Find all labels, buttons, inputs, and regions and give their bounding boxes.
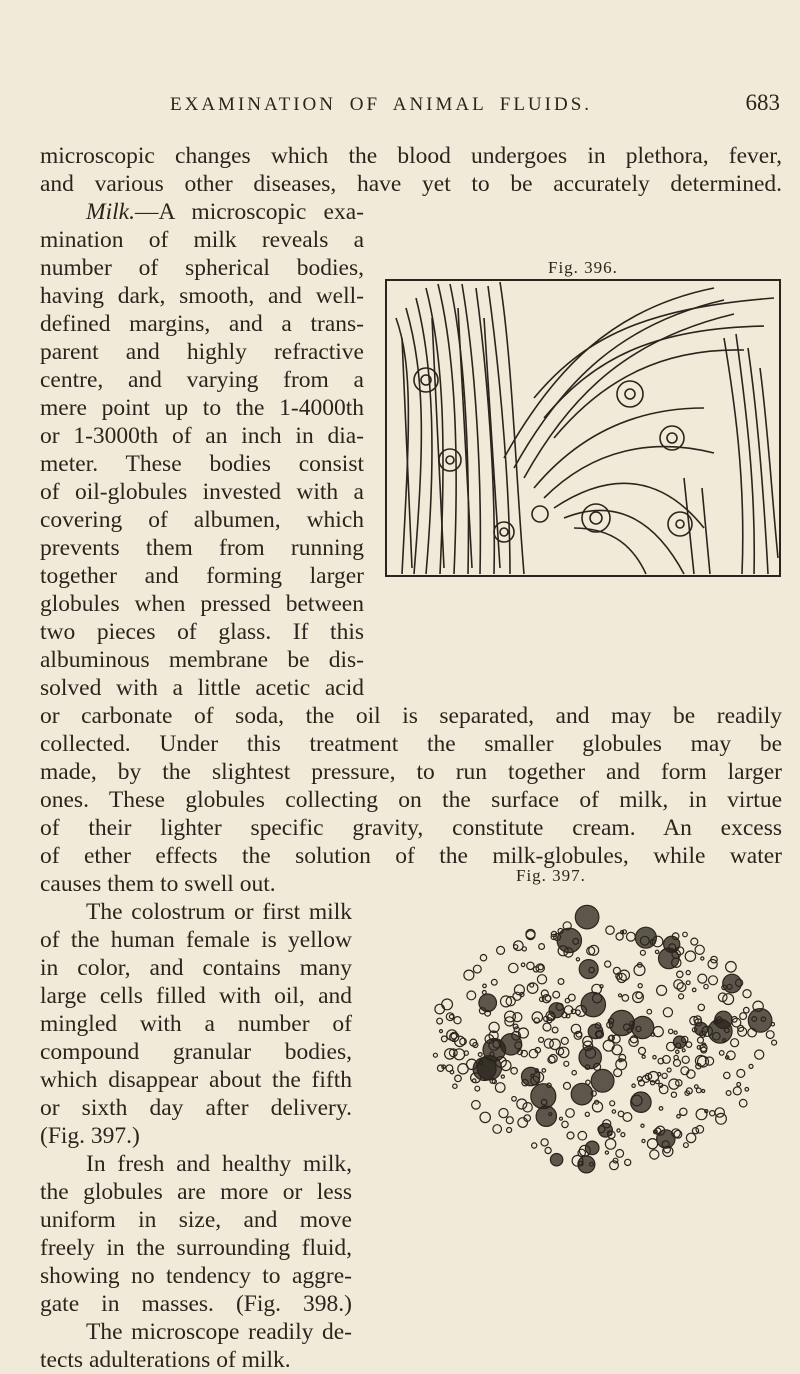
milk-globule xyxy=(600,985,603,988)
milk-globule xyxy=(506,1117,513,1124)
milk-globule xyxy=(449,1015,453,1019)
granular-body xyxy=(571,1083,593,1105)
milk-globule xyxy=(550,1039,561,1050)
milk-globule xyxy=(733,1087,741,1095)
milk-globule xyxy=(512,1097,517,1102)
milk-globule xyxy=(709,976,718,985)
body-line: or 1-3000th of an inch in dia- xyxy=(40,423,364,449)
milk-globule xyxy=(592,1102,602,1112)
granular-body xyxy=(578,1156,595,1173)
milk-globule xyxy=(627,932,636,941)
granular-body xyxy=(723,974,742,993)
milk-globule xyxy=(647,1139,657,1149)
milk-globule xyxy=(561,1037,568,1044)
milk-globule xyxy=(677,971,683,977)
granular-body xyxy=(473,1058,496,1081)
body-line: gate in masses. (Fig. 398.) xyxy=(40,1291,352,1317)
body-line: collected. Under this treatment the smaller globules may be xyxy=(40,731,782,757)
milk-globule xyxy=(674,1059,681,1066)
milk-globule xyxy=(453,1084,457,1088)
body-line: two pieces of glass. If this xyxy=(40,619,364,645)
granular-body xyxy=(695,1023,708,1036)
milk-globule xyxy=(491,979,497,985)
milk-globule xyxy=(724,1072,730,1078)
milk-globule xyxy=(655,950,658,953)
milk-globule xyxy=(541,1139,548,1146)
milk-globule xyxy=(472,1079,476,1083)
milk-globule xyxy=(659,1085,668,1094)
body-line: parent and highly refractive xyxy=(40,339,364,365)
milk-globule xyxy=(686,1133,695,1142)
milk-globule xyxy=(704,984,708,988)
milk-globule xyxy=(497,946,505,954)
milk-globule xyxy=(495,1083,505,1093)
body-line: ones. These globules collecting on the surface of milk, in virtue xyxy=(40,787,782,813)
granular-body xyxy=(748,1009,772,1033)
milk-globule xyxy=(632,1084,635,1087)
milk-globule xyxy=(650,1150,659,1159)
milk-intro-text: —A microscopic exa- xyxy=(134,199,364,225)
body-line: (Fig. 397.) xyxy=(40,1123,140,1149)
body-line: The microscope readily de- xyxy=(86,1319,352,1345)
milk-globule xyxy=(642,1055,645,1058)
milk-globule xyxy=(737,1069,745,1077)
milk-globule xyxy=(493,1125,502,1134)
milk-globule xyxy=(527,983,538,994)
body-line: of ether effects the solution of the milk-globules, while water xyxy=(40,843,782,869)
granular-body xyxy=(500,1034,521,1055)
body-line: of their lighter specific gravity, constitute cream. An excess xyxy=(40,815,782,841)
milk-globule xyxy=(685,951,695,961)
milk-globule xyxy=(716,1113,727,1124)
milk-globule xyxy=(473,965,481,973)
running-title: EXAMINATION OF ANIMAL FLUIDS. xyxy=(170,94,593,115)
milk-globule xyxy=(686,1042,692,1048)
milk-globule xyxy=(657,985,667,995)
figure-396-illustration xyxy=(384,278,782,578)
milk-globule xyxy=(696,1126,704,1134)
milk-globule xyxy=(454,1017,461,1024)
body-line: showing no tendency to aggre- xyxy=(40,1263,352,1289)
milk-globule xyxy=(696,1109,707,1120)
milk-globule xyxy=(475,1086,480,1091)
granular-body xyxy=(550,1154,562,1166)
milk-globule xyxy=(578,1131,587,1140)
milk-globule xyxy=(726,1091,731,1096)
milk-globule xyxy=(572,1071,576,1075)
milk-globule xyxy=(622,995,629,1002)
milk-globule xyxy=(483,984,487,988)
milk-paragraph-start xyxy=(86,198,364,226)
body-line: number of spherical bodies, xyxy=(40,255,364,281)
milk-globule xyxy=(669,1079,679,1089)
milk-globule xyxy=(619,994,622,997)
milk-globule xyxy=(731,1039,739,1047)
milk-globule xyxy=(674,1031,677,1034)
milk-globule xyxy=(499,1109,508,1118)
milk-globule xyxy=(686,981,690,985)
milk-globule xyxy=(517,1099,527,1109)
milk-globule xyxy=(451,1033,457,1039)
body-line: microscopic changes which the blood undergoes in plethora, fever, xyxy=(40,143,782,169)
milk-globule xyxy=(680,1108,687,1115)
milk-globule xyxy=(523,1103,532,1112)
milk-globule xyxy=(698,1004,704,1010)
milk-globule xyxy=(545,1147,551,1153)
milk-globule xyxy=(455,1075,462,1082)
milk-globule xyxy=(612,1045,622,1055)
milk-globule xyxy=(686,971,690,975)
milk-globule xyxy=(553,991,560,998)
milk-globule xyxy=(522,947,526,951)
milk-globule xyxy=(738,1027,747,1036)
body-line: large cells filled with oil, and xyxy=(40,983,352,1009)
milk-globule xyxy=(698,974,707,983)
milk-globule xyxy=(612,1110,615,1113)
granular-body xyxy=(585,1141,599,1155)
milk-globule xyxy=(669,1029,673,1033)
body-line: the globules are more or less xyxy=(40,1179,352,1205)
milk-globule xyxy=(692,988,696,992)
body-line: of the human female is yellow xyxy=(40,927,352,953)
milk-globule xyxy=(667,1068,671,1072)
body-line: and various other diseases, have yet to be accurately determined. xyxy=(40,171,782,197)
milk-globule xyxy=(530,983,534,987)
milk-globule xyxy=(606,926,614,934)
body-line: prevents them from running xyxy=(40,535,364,561)
body-line: uniform in size, and move xyxy=(40,1207,352,1233)
body-line: which disappear about the fifth xyxy=(40,1067,352,1093)
milk-globule xyxy=(695,1085,699,1089)
granular-body xyxy=(581,992,605,1016)
milk-globule xyxy=(450,1070,454,1074)
milk-globule xyxy=(614,1069,622,1077)
milk-globule xyxy=(743,990,751,998)
milk-globule xyxy=(659,1083,663,1087)
milk-globule xyxy=(691,938,698,945)
milk-globule xyxy=(739,1099,747,1107)
milk-globule xyxy=(749,1064,753,1068)
granular-body xyxy=(657,1130,675,1148)
milk-globule xyxy=(766,1031,774,1039)
milk-globule xyxy=(435,1004,445,1014)
milk-globule xyxy=(683,932,688,937)
body-line: defined margins, and a trans- xyxy=(40,311,364,337)
milk-globule xyxy=(772,1040,777,1045)
milk-globule xyxy=(641,1124,644,1127)
milk-globule xyxy=(552,1027,558,1033)
body-line: mination of milk reveals a xyxy=(40,227,364,253)
milk-globule xyxy=(677,1115,681,1119)
body-line: centre, and varying from a xyxy=(40,367,364,393)
body-line: The colostrum or first milk xyxy=(86,899,352,925)
milk-globule xyxy=(576,958,579,961)
milk-globule xyxy=(740,1013,747,1020)
milk-globule xyxy=(653,1027,663,1037)
body-line: solved with a little acetic acid xyxy=(40,675,364,701)
body-line: albuminous membrane be dis- xyxy=(40,647,364,673)
page-header xyxy=(40,90,780,124)
milk-globule xyxy=(723,994,734,1005)
granular-body xyxy=(591,1069,614,1092)
milk-globule xyxy=(710,1111,715,1116)
milk-globule xyxy=(564,1061,569,1066)
milk-globule xyxy=(433,1053,437,1057)
figure-caption: Fig. 396. xyxy=(548,258,618,277)
milk-globule xyxy=(701,957,704,960)
milk-globule xyxy=(695,945,704,954)
milk-globule xyxy=(682,1049,685,1052)
milk-globule xyxy=(676,1050,679,1053)
body-line: causes them to swell out. xyxy=(40,871,276,897)
milk-globule xyxy=(480,955,486,961)
milk-globule xyxy=(726,962,737,973)
milk-globule xyxy=(698,1037,704,1043)
milk-globule xyxy=(518,1118,528,1128)
body-line: tects adulterations of milk. xyxy=(40,1347,291,1373)
body-line: mingled with a number of xyxy=(40,1011,352,1037)
milk-globule xyxy=(605,961,611,967)
granular-body xyxy=(557,928,581,952)
body-line: or sixth day after delivery. xyxy=(40,1095,352,1121)
milk-globule xyxy=(542,1069,546,1073)
milk-globule xyxy=(737,1083,741,1087)
milk-globule xyxy=(639,1047,646,1054)
body-line: meter. These bodies consist xyxy=(40,451,364,477)
milk-globule xyxy=(529,1049,538,1058)
figure-397-illustration xyxy=(426,902,782,1177)
milk-globule xyxy=(610,1101,615,1106)
milk-globule xyxy=(441,1036,447,1042)
body-line: or carbonate of soda, the oil is separated, and may be readily xyxy=(40,703,782,729)
milk-globule xyxy=(585,1112,589,1116)
milk-globule xyxy=(565,998,569,1002)
milk-globule xyxy=(509,963,518,972)
body-line: of oil-globules invested with a xyxy=(40,479,364,505)
milk-globule xyxy=(642,1139,645,1142)
milk-globule xyxy=(501,1075,504,1078)
body-line: covering of albumen, which xyxy=(40,507,364,533)
milk-globule xyxy=(566,1109,575,1118)
milk-globule xyxy=(744,1007,750,1013)
milk-globule xyxy=(446,1013,454,1021)
page-number: 683 xyxy=(745,90,780,115)
body-line: having dark, smooth, and well- xyxy=(40,283,364,309)
milk-globule xyxy=(640,950,645,955)
milk-globule xyxy=(745,1088,749,1092)
body-line: globules when pressed between xyxy=(40,591,364,617)
milk-globule xyxy=(539,944,545,950)
milk-globule xyxy=(464,970,474,980)
milk-globule xyxy=(679,994,684,999)
milk-globule xyxy=(507,1128,512,1133)
body-line: made, by the slightest pressure, to run together and form larger xyxy=(40,759,782,785)
milk-globule xyxy=(511,1068,518,1075)
milk-heading: Milk. xyxy=(86,199,135,225)
body-line: compound granular bodies, xyxy=(40,1039,352,1065)
milk-globule xyxy=(478,1053,482,1057)
milk-globule xyxy=(621,1133,625,1137)
milk-globule xyxy=(562,1121,568,1127)
milk-globule xyxy=(671,1092,676,1097)
milk-globule xyxy=(634,965,645,976)
milk-globule xyxy=(684,1143,689,1148)
milk-globule xyxy=(662,1073,667,1078)
body-line: mere point up to the 1-4000th xyxy=(40,395,364,421)
body-line: In fresh and healthy milk, xyxy=(86,1151,352,1177)
milk-globule xyxy=(537,975,546,984)
milk-globule xyxy=(617,1129,620,1132)
milk-globule xyxy=(677,983,686,992)
granular-body xyxy=(631,1092,651,1112)
milk-globule xyxy=(521,963,525,967)
milk-globule xyxy=(616,1150,624,1158)
body-line: in color, and contains many xyxy=(40,955,352,981)
milk-globule xyxy=(558,979,564,985)
milk-globule xyxy=(532,1012,542,1022)
milk-globule xyxy=(682,1056,689,1063)
granular-body xyxy=(536,1106,556,1126)
milk-globule xyxy=(437,1018,443,1024)
milk-globule xyxy=(647,1009,652,1014)
milk-globule xyxy=(442,999,453,1010)
milk-globule xyxy=(719,1051,724,1056)
granular-body xyxy=(632,1016,654,1038)
milk-globule xyxy=(480,1112,490,1122)
milk-globule xyxy=(659,1107,663,1111)
milk-globule xyxy=(605,1139,615,1149)
milk-globule xyxy=(539,1037,544,1042)
milk-globule xyxy=(567,1132,574,1139)
milk-globule xyxy=(638,984,642,988)
milk-globule xyxy=(653,1056,656,1059)
granular-body xyxy=(575,905,599,929)
milk-globule xyxy=(532,1143,537,1148)
milk-globule xyxy=(702,1090,705,1093)
milk-globule xyxy=(472,1101,481,1110)
milk-globule xyxy=(625,1159,631,1165)
granular-body xyxy=(479,994,497,1012)
milk-globule xyxy=(560,1117,563,1120)
body-line: together and forming larger xyxy=(40,563,364,589)
granular-body xyxy=(549,1003,564,1018)
milk-globule xyxy=(618,1111,624,1117)
milk-globule xyxy=(440,1030,443,1033)
milk-globule xyxy=(538,965,543,970)
milk-globule xyxy=(708,960,717,969)
milk-globule xyxy=(564,1082,571,1089)
figure-caption: Fig. 397. xyxy=(516,866,586,885)
milk-globule xyxy=(467,991,476,1000)
milk-globule xyxy=(755,1050,764,1059)
milk-globule xyxy=(543,1023,551,1031)
milk-globule xyxy=(663,1008,672,1017)
body-line: freely in the surrounding fluid, xyxy=(40,1235,352,1261)
milk-globule xyxy=(605,1151,608,1154)
